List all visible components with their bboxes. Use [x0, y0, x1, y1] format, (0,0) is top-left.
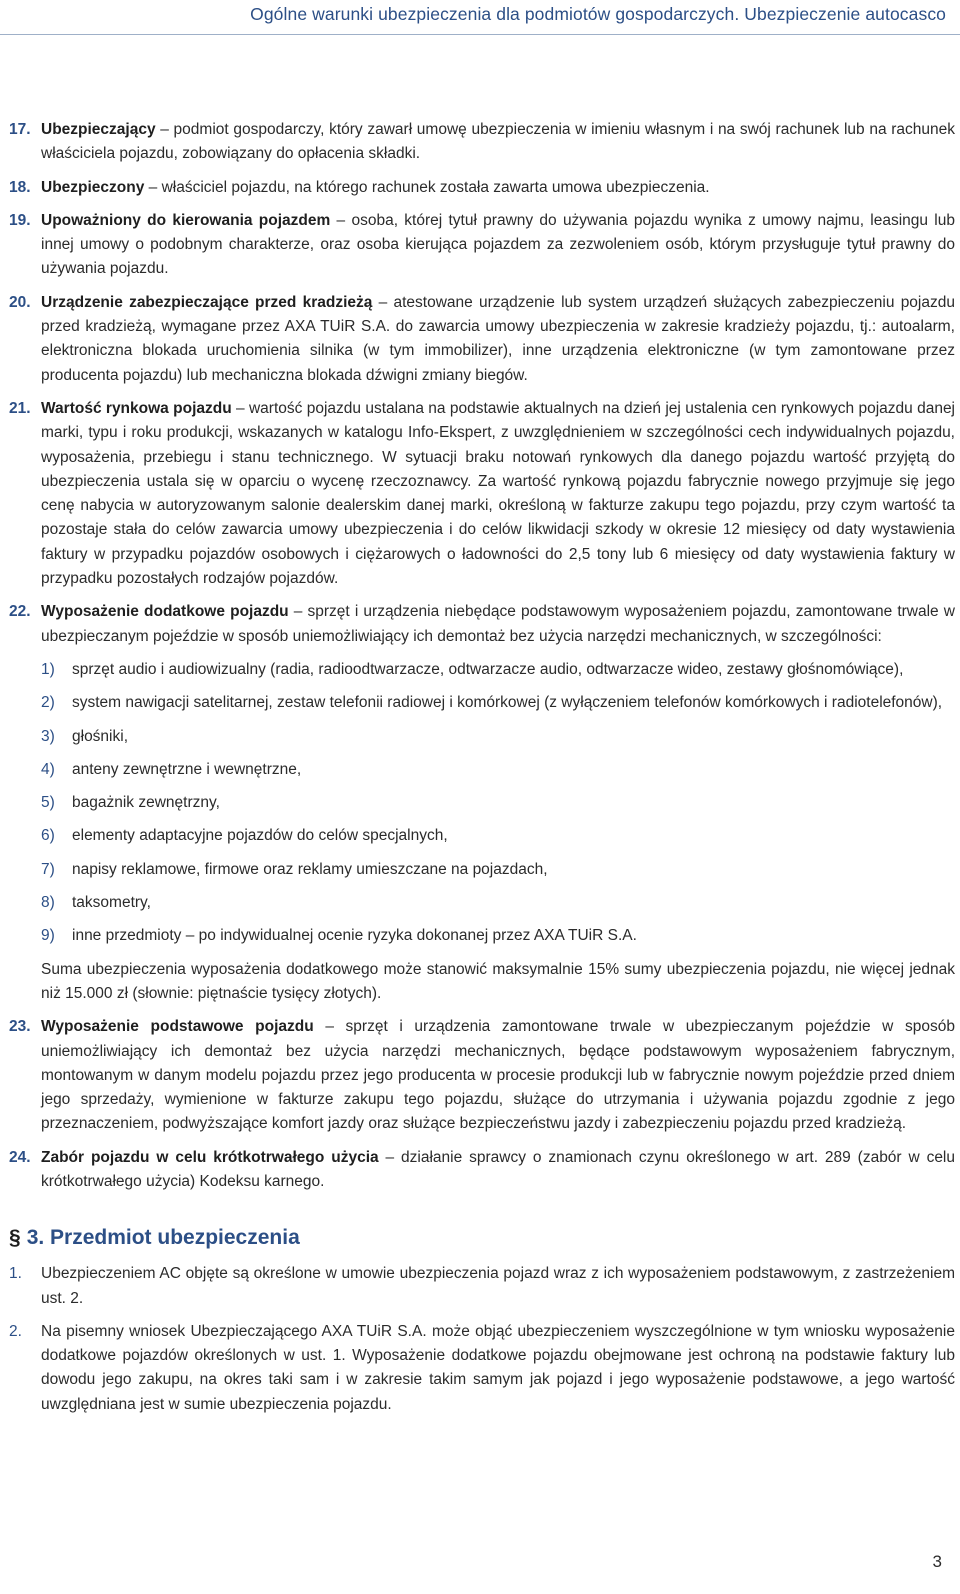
section-item-number: 2.	[9, 1322, 22, 1340]
list-item-number: 4)	[41, 760, 55, 778]
list-item	[9, 758, 955, 782]
definition-text: – sprzęt i urządzenia zamontowane trwale w ubezpieczanym pojeździe w sposób uniemożliwiający ich demontaż bez użycia narzędzi mechanicznych, będące podstawowym wyposażeniem fabrycznym, montowanym w danym modelu pojazdu przez jego producenta w procesie produkcji lub w fabrycznie nowym pojeździe przed dniem jego sprzedaży, wymienione w fakturze zakupu tego pojazdu, służące do utrzymania i używania pojazdu zgodnie z jego przeznaczeniem, podwyższające komfort jazdy oraz służące bezpieczeństwu jazdy i zabezpieczeniu pojazdu przed kradzieżą.	[41, 1018, 955, 1133]
definition-text: – sprzęt i urządzenia niebędące podstawowym wyposażeniem pojazdu, zamontowane trwale w ubezpieczanym pojeździe w sposób uniemożliwiający ich demontaż bez użycia narzędzi mechanicznych, w szczególności:	[41, 603, 955, 645]
header-divider	[0, 34, 960, 35]
definition-number: 22.	[9, 603, 31, 621]
definition-term: Upoważniony do kierowania pojazdem	[41, 211, 331, 229]
list-item	[9, 691, 955, 715]
definition-number: 17.	[9, 121, 31, 138]
list-item-text: system nawigacji satelitarnej, zestaw telefonii radiowej i komórkowej (z wyłączeniem telefonów komórkowych i radiotelefonów),	[72, 694, 943, 712]
list-item-number: 7)	[41, 860, 55, 878]
definition-number: 23.	[9, 1018, 31, 1036]
definition-number: 21.	[9, 399, 31, 417]
section-title: 3. Przedmiot ubezpieczenia	[26, 1226, 300, 1250]
definition-term: Wyposażenie podstawowe pojazdu	[41, 1018, 314, 1036]
definition-24	[9, 1146, 955, 1195]
list-item-number: 9)	[41, 927, 55, 945]
definition-text: – właściciel pojazdu, na którego rachunek została zawarta umowa ubezpieczenia.	[144, 178, 710, 196]
list-item-text: elementy adaptacyjne pojazdów do celów specjalnych,	[72, 827, 448, 845]
list-item	[9, 791, 955, 815]
definition-number: 24.	[9, 1148, 31, 1166]
list-item-number: 6)	[41, 827, 55, 845]
definition-number: 18.	[9, 178, 31, 196]
list-item-text: anteny zewnętrzne i wewnętrzne,	[72, 760, 302, 778]
section-item-number: 1.	[9, 1265, 22, 1283]
list-item-number: 3)	[41, 727, 55, 745]
definition-term: Urządzenie zabezpieczające przed kradzieżą	[41, 293, 373, 311]
definition-text: – wartość pojazdu ustalana na podstawie aktualnych na dzień jej ustalenia cen rynkowych pojazdu danej marki, typu i roku produkcji, wskazanych w katalogu Info-Ekspert, z uwzględnieniem w szczególności cech indywidualnych pojazdu, wyposażenia, przebiegu i stanu technicznego. W sytuacji braku notowań rynkowych dla danego pojazdu wartość przyjętą do ubezpieczenia ustala się w oparciu o wycenę rzeczoznawcy. Za wartość rynkową pojazdu fabrycznie nowego przyjmuje się jego cenę nabycia w autoryzowanym salonie dealerskim danej marki, określoną w fakturze zakupu tego pojazdu, przy czym wartość ta pozostaje stała do celów zawarcia umowy ubezpieczenia i do celów likwidacji szkody w okresie 12 miesięcy od daty wystawienia faktury w przypadku pojazdów osobowych i ciężarowych o ładowności do 2,5 tony lub 6 miesięcy od daty wystawienia faktury w przypadku pozostałych rodzajów pojazdów.	[41, 399, 956, 588]
running-header: Ogólne warunki ubezpieczenia dla podmiotów gospodarczych. Ubezpieczenie autocasco	[250, 4, 946, 24]
list-item-text: inne przedmioty – po indywidualnej ocenie ryzyka dokonanej przez AXA TUiR S.A.	[72, 927, 637, 945]
paragraph-sign-icon: §	[9, 1226, 21, 1250]
definition-21	[9, 397, 955, 591]
list-item-number: 5)	[41, 794, 55, 812]
list-item	[9, 824, 955, 848]
list-item-number: 1)	[41, 660, 55, 678]
page-number: 3	[932, 1552, 942, 1571]
definition-term: Wartość rynkowa pojazdu	[41, 399, 232, 417]
list-item-text: taksometry,	[72, 894, 151, 912]
list-item-text: bagażnik zewnętrzny,	[72, 794, 220, 812]
list-item-number: 2)	[41, 694, 55, 712]
section-item-text: Na pisemny wniosek Ubezpieczającego AXA TUiR S.A. może objąć ubezpieczeniem wyszczególnione w tym wniosku wyposażenie dodatkowe pojazdów określonych w ust. 1. Wyposażenie dodatkowe pojazdu obejmowane jest ochroną na podstawie faktury lub dowodu jego zakupu, na okres taki sam i w zakresie takim samym jak pojazd i jego wyposażenie podstawowe, a jego wartość uwzględniana jest w sumie ubezpieczenia pojazdu.	[41, 1322, 955, 1413]
list-item-text: głośniki,	[72, 727, 128, 745]
definition-number: 19.	[9, 211, 31, 229]
section-item	[9, 1262, 955, 1311]
list-item	[9, 658, 955, 682]
list-item-text: napisy reklamowe, firmowe oraz reklamy umieszczane na pojazdach,	[72, 860, 548, 878]
definition-18	[9, 176, 955, 200]
definition-text: – atestowane urządzenie lub system urządzeń służących zabezpieczeniu pojazdu przed kradzieżą, wymagane przez AXA TUiR S.A. do zawarcia umowy ubezpieczenia w zakresie kradzieży pojazdu, tj.: autoalarm, elektroniczna blokada uruchomienia silnika (w tym immobilizer), inne urządzenia elektroniczne (w tym zamontowane przez producenta pojazdu) lub mechaniczna blokada dźwigni zmiany biegów.	[41, 293, 955, 384]
definition-22-note: Suma ubezpieczenia wyposażenia dodatkowego może stanowić maksymalnie 15% sumy ubezpieczenia pojazdu, nie więcej jednak niż 15.000 zł (słownie: piętnaście tysięcy złotych).	[41, 960, 955, 1002]
definition-term: Zabór pojazdu w celu krótkotrwałego użycia	[41, 1148, 379, 1166]
section-item-text: Ubezpieczeniem AC objęte są określone w umowie ubezpieczenia pojazd wraz z ich wyposażeniem podstawowym, z zastrzeżeniem ust. 2.	[41, 1265, 955, 1307]
list-item	[9, 858, 955, 882]
list-item	[9, 924, 955, 948]
definition-19	[9, 209, 955, 282]
list-item	[9, 891, 955, 915]
definition-20	[9, 291, 955, 388]
list-item-number: 8)	[41, 894, 55, 912]
definition-term: Wyposażenie dodatkowe pojazdu	[41, 603, 289, 621]
list-item-text: sprzęt audio i audiowizualny (radia, radioodtwarzacze, odtwarzacze audio, odtwarzacze wideo, zestawy głośnomówiące),	[72, 660, 904, 678]
section-item	[9, 1320, 955, 1417]
definition-23	[9, 1015, 955, 1136]
definition-17	[9, 118, 955, 167]
document-body	[9, 118, 955, 1426]
definition-term: Ubezpieczający	[41, 121, 156, 138]
definition-number: 20.	[9, 293, 31, 311]
section-heading	[9, 1224, 955, 1252]
definition-text: – osoba, której tytuł prawny do używania pojazdu wynika z umowy najmu, leasingu lub innej umowy o podobnym charakterze, oraz osoba kierująca pojazdem za zezwoleniem osób, którym przysługuje tytuł prawny do używania pojazdu.	[41, 211, 955, 278]
list-item	[9, 725, 955, 749]
definition-text: – działanie sprawcy o znamionach czynu określonego w art. 289 (zabór w celu krótkotrwałego użycia) Kodeksu karnego.	[41, 1148, 955, 1190]
definition-22	[9, 600, 955, 649]
definition-text: – podmiot gospodarczy, który zawarł umowę ubezpieczenia w imieniu własnym i na swój rachunek lub na rachunek właściciela pojazdu, zobowiązany do opłacenia składki.	[41, 121, 955, 163]
definition-term: Ubezpieczony	[41, 178, 145, 196]
